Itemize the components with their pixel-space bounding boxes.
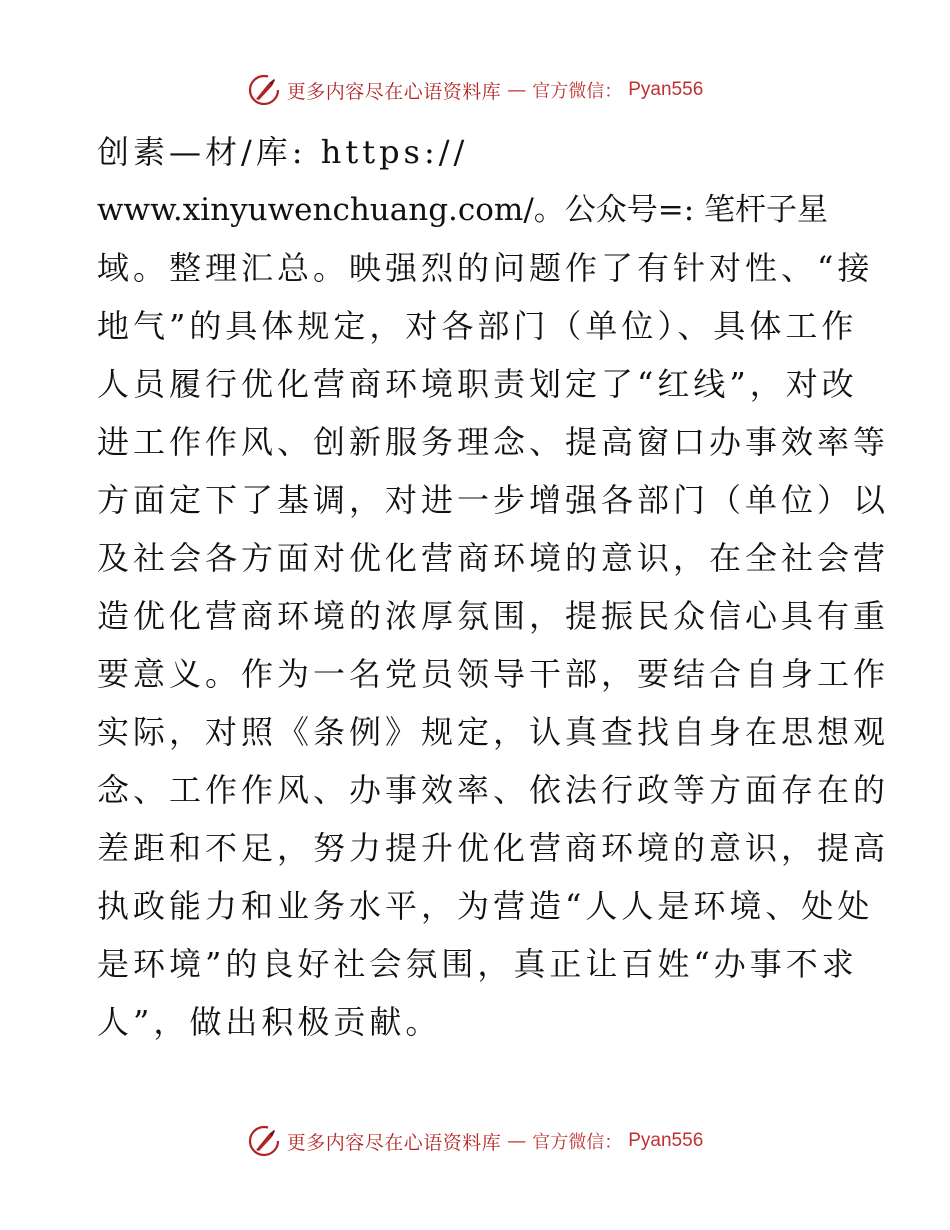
text-line: www.xinyuwenchuang.com/。公众号=: 笔杆子星: [97, 192, 829, 228]
banner-wechat-id: Pyan556: [628, 1130, 704, 1151]
banner-wechat-label: 官方微信：: [532, 1132, 623, 1153]
text-line: 创素—材/库: https://: [97, 133, 469, 171]
text-line: 人”，做出积极贡献。: [97, 1003, 442, 1041]
text-line: 造优化营商环境的浓厚氛围，提振民众信心具有重: [97, 597, 890, 635]
banner-wechat-label: 官方微信：: [532, 81, 623, 102]
text-line: 域。整理汇总。映强烈的问题作了有针对性、“接: [97, 249, 874, 287]
quill-pen-circle-icon: [247, 73, 281, 107]
quill-pen-circle-icon: [247, 1124, 281, 1158]
banner-separator: —: [507, 79, 527, 101]
banner-separator: —: [507, 1130, 527, 1152]
text-line: 差距和不足，努力提升优化营商环境的意识，提高: [97, 829, 890, 867]
text-line: 实际，对照《条例》规定，认真查找自身在思想观: [97, 713, 890, 751]
text-line: 方面定下了基调，对进一步增强各部门（单位）以: [97, 481, 890, 519]
banner-main-text: 更多内容尽在心语资料库: [286, 80, 502, 103]
banner-main-text: 更多内容尽在心语资料库: [286, 1131, 502, 1154]
header-banner: [0, 70, 950, 110]
text-line: 执政能力和业务水平，为营造“人人是环境、处处: [97, 887, 874, 925]
footer-banner: [0, 1121, 950, 1161]
text-line: 人员履行优化营商环境职责划定了“红线”，对改: [97, 365, 858, 403]
document-body: [97, 123, 890, 1051]
text-line: 及社会各方面对优化营商环境的意识，在全社会营: [97, 539, 890, 577]
text-line: 要意义。作为一名党员领导干部，要结合自身工作: [97, 655, 890, 693]
banner-wechat-id: Pyan556: [628, 79, 704, 100]
text-line: 进工作作风、创新服务理念、提高窗口办事效率等: [97, 423, 890, 461]
text-line: 念、工作作风、办事效率、依法行政等方面存在的: [97, 771, 890, 809]
text-line: 地气”的具体规定，对各部门（单位）、具体工作: [97, 307, 858, 345]
text-line: 是环境”的良好社会氛围，真正让百姓“办事不求: [97, 945, 858, 983]
